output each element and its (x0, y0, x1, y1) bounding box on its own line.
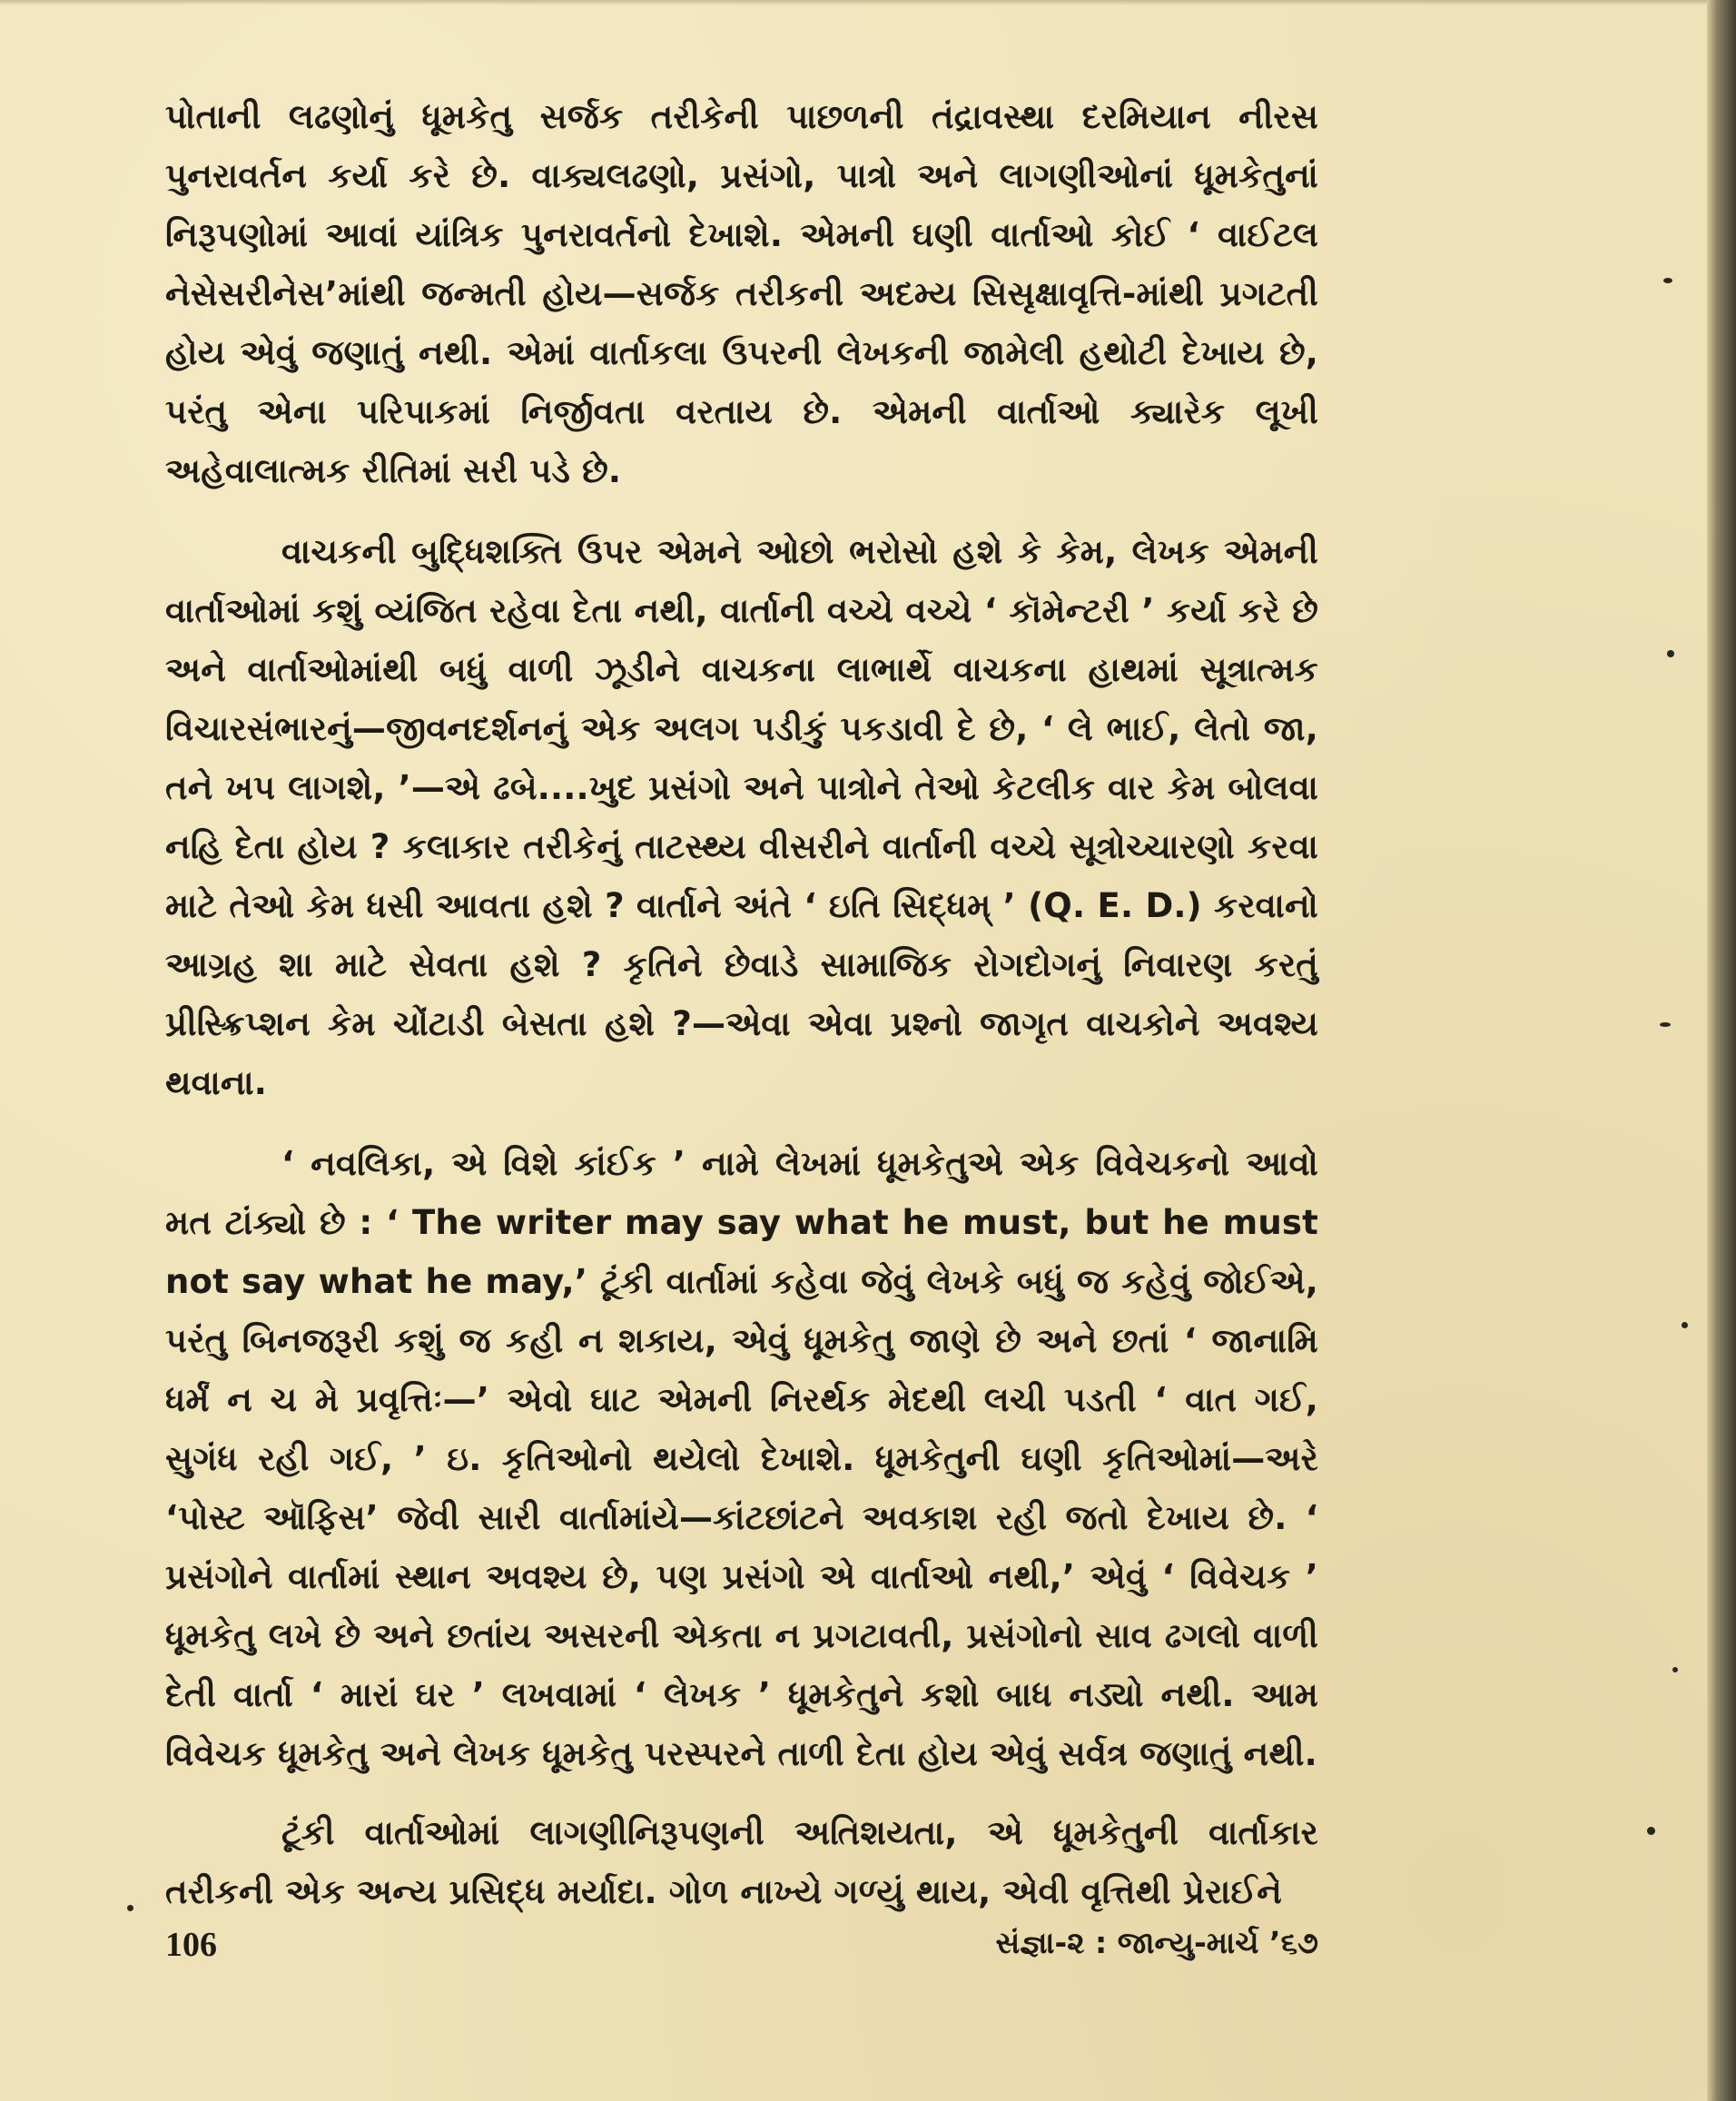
body-text (165, 82, 1318, 1921)
paragraph-3: ‘ નવલિકા, એ વિશે કાંઈક ’ નામે લેખમાં ધૂમકેતુએ એક વિવેચકનો આવો મત ટાંક્યો છે : ‘ The writer may say what he must, but he must not say what he may,’ ટૂંકી વાર્તામાં કહેવા જેવું લેખકે બધું જ કહેવું જોઈએ, પરંતુ બિનજરૂરી કશું જ કહી ન શકાય, એવું ધૂમકેતુ જાણે છે અને છતાં ‘ જાનામિ ધર્મં ન ચ મે પ્રવૃત્તિઃ—’ એવો ઘાટ એમની નિરર્થક મેદથી લચી પડતી ‘ વાત ગઈ, સુગંધ રહી ગઈ, ’ ઇ. કૃતિઓનો થયેલો દેખાશે. ધૂમકેતુની ઘણી કૃતિઓમાં—અરે ‘પોસ્ટ ઑફિસ’ જેવી સારી વાર્તામાંયે—કાંટછાંટને અવકાશ રહી જતો દેખાય છે. ‘ પ્રસંગોને વાર્તામાં સ્થાન અવશ્ય છે, પણ પ્રસંગો એ વાર્તાઓ નથી,’ એવું ‘ વિવેચક ’ ધૂમકેતુ લખે છે અને છતાંય અસરની એકતા ન પ્રગટાવતી, પ્રસંગોનો સાવ ઢગલો વાળી દેતી વાર્તા ‘ મારાં ઘર ’ લખવામાં ‘ લેખક ’ ધૂમકેતુને કશો બાધ નડ્યો નથી. આમ વિવેચક ધૂમકેતુ અને લેખક ધૂમકેતુ પરસ્પરને તાળી દેતા હોય એવું સર્વત્ર જણાતું નથી. (165, 1144, 1318, 1773)
ink-speck (127, 1905, 133, 1911)
ink-speck (1667, 650, 1674, 657)
paragraph-4: ટૂંકી વાર્તાઓમાં લાગણીનિરૂપણની અતિશયતા, એ ધૂમકેતુની વાર્તાકાર તરીકની એક અન્ય પ્રસિદ્ધ મર્યાદા. ગોળ નાખ્યે ગળ્યું થાય, એવી વૃત્તિથી પ્રેરાઈને (165, 1813, 1318, 1911)
page-footer (165, 1925, 1318, 1976)
page-top-shadow (0, 0, 1716, 5)
ink-speck (1660, 1022, 1671, 1027)
page-edge-shadow (1707, 0, 1736, 2101)
paragraph-2: વાચકની બુદ્ધિશક્તિ ઉપર એમને ઓછો ભરોસો હશે કે કેમ, લેખક એમની વાર્તાઓમાં કશું વ્યંજિત રહેવા દેતા નથી, વાર્તાની વચ્ચે વચ્ચે ‘ કૉમેન્ટરી ’ કર્યા કરે છે અને વાર્તાઓમાંથી બધું વાળી ઝૂડીને વાચકના લાભાર્થે વાચકના હાથમાં સૂત્રાત્મક વિચારસંભારનું—જીવનદર્શનનું એક અલગ પડીકું પકડાવી દે છે, ‘ લે ભાઈ, લેતો જા, તને ખપ લાગશે, ’—એ ઢબે....ખુદ પ્રસંગો અને પાત્રોને તેઓ કેટલીક વાર કેમ બોલવા નહિ દેતા હોય ? કલાકાર તરીકેનું તાટસ્થ્ય વીસરીને વાર્તાની વચ્ચે સૂત્રોચ્ચારણો કરવા માટે તેઓ કેમ ધસી આવતા હશે ? વાર્તાને અંતે ‘ ઇતિ સિદ્ધમ્ ’ (Q. E. D.) કરવાનો આગ્રહ શા માટે સેવતા હશે ? કૃતિને છેવાડે સામાજિક રોગદોગનું નિવારણ કરતું પ્રીસ્ક્રિપ્શન કેમ ચોંટાડી બેસતા હશે ?—એવા એવા પ્રશ્નો જાગૃત વાચકોને અવશ્ય થવાના. (165, 532, 1318, 1102)
page-number: 106 (165, 1926, 217, 1964)
ink-speck (1672, 1667, 1678, 1672)
ink-speck (1682, 1322, 1688, 1328)
paragraph-1: પોતાની લઢણોનું ધૂમકેતુ સર્જક તરીકેની પાછળની તંદ્રાવસ્થા દરમિયાન નીરસ પુનરાવર્તન કર્યા કરે છે. વાક્યલઢણો, પ્રસંગો, પાત્રો અને લાગણીઓનાં ધૂમકેતુનાં નિરૂપણોમાં આવાં યાંત્રિક પુનરાવર્તનો દેખાશે. એમની ઘણી વાર્તાઓ કોઈ ‘ વાઈટલ નેસેસરીનેસ’માંથી જન્મતી હોય—સર્જક તરીકની અદમ્ય સિસૃક્ષાવૃત્તિ-માંથી પ્રગટતી હોય એવું જણાતું નથી. એમાં વાર્તાકલા ઉપરની લેખકની જામેલી હથોટી દેખાય છે, પરંતુ એના પરિપાકમાં નિર્જીવતા વરતાય છે. એમની વાર્તાઓ ક્યારેક લૂખી અહેવાલાત્મક રીતિમાં સરી પડે છે. (165, 97, 1318, 490)
ink-speck (1647, 1827, 1655, 1835)
running-footer: સંજ્ઞા-૨ : જાન્યુ-માર્ચ ’૬૭ (995, 1925, 1318, 1960)
ink-speck (1663, 278, 1672, 283)
